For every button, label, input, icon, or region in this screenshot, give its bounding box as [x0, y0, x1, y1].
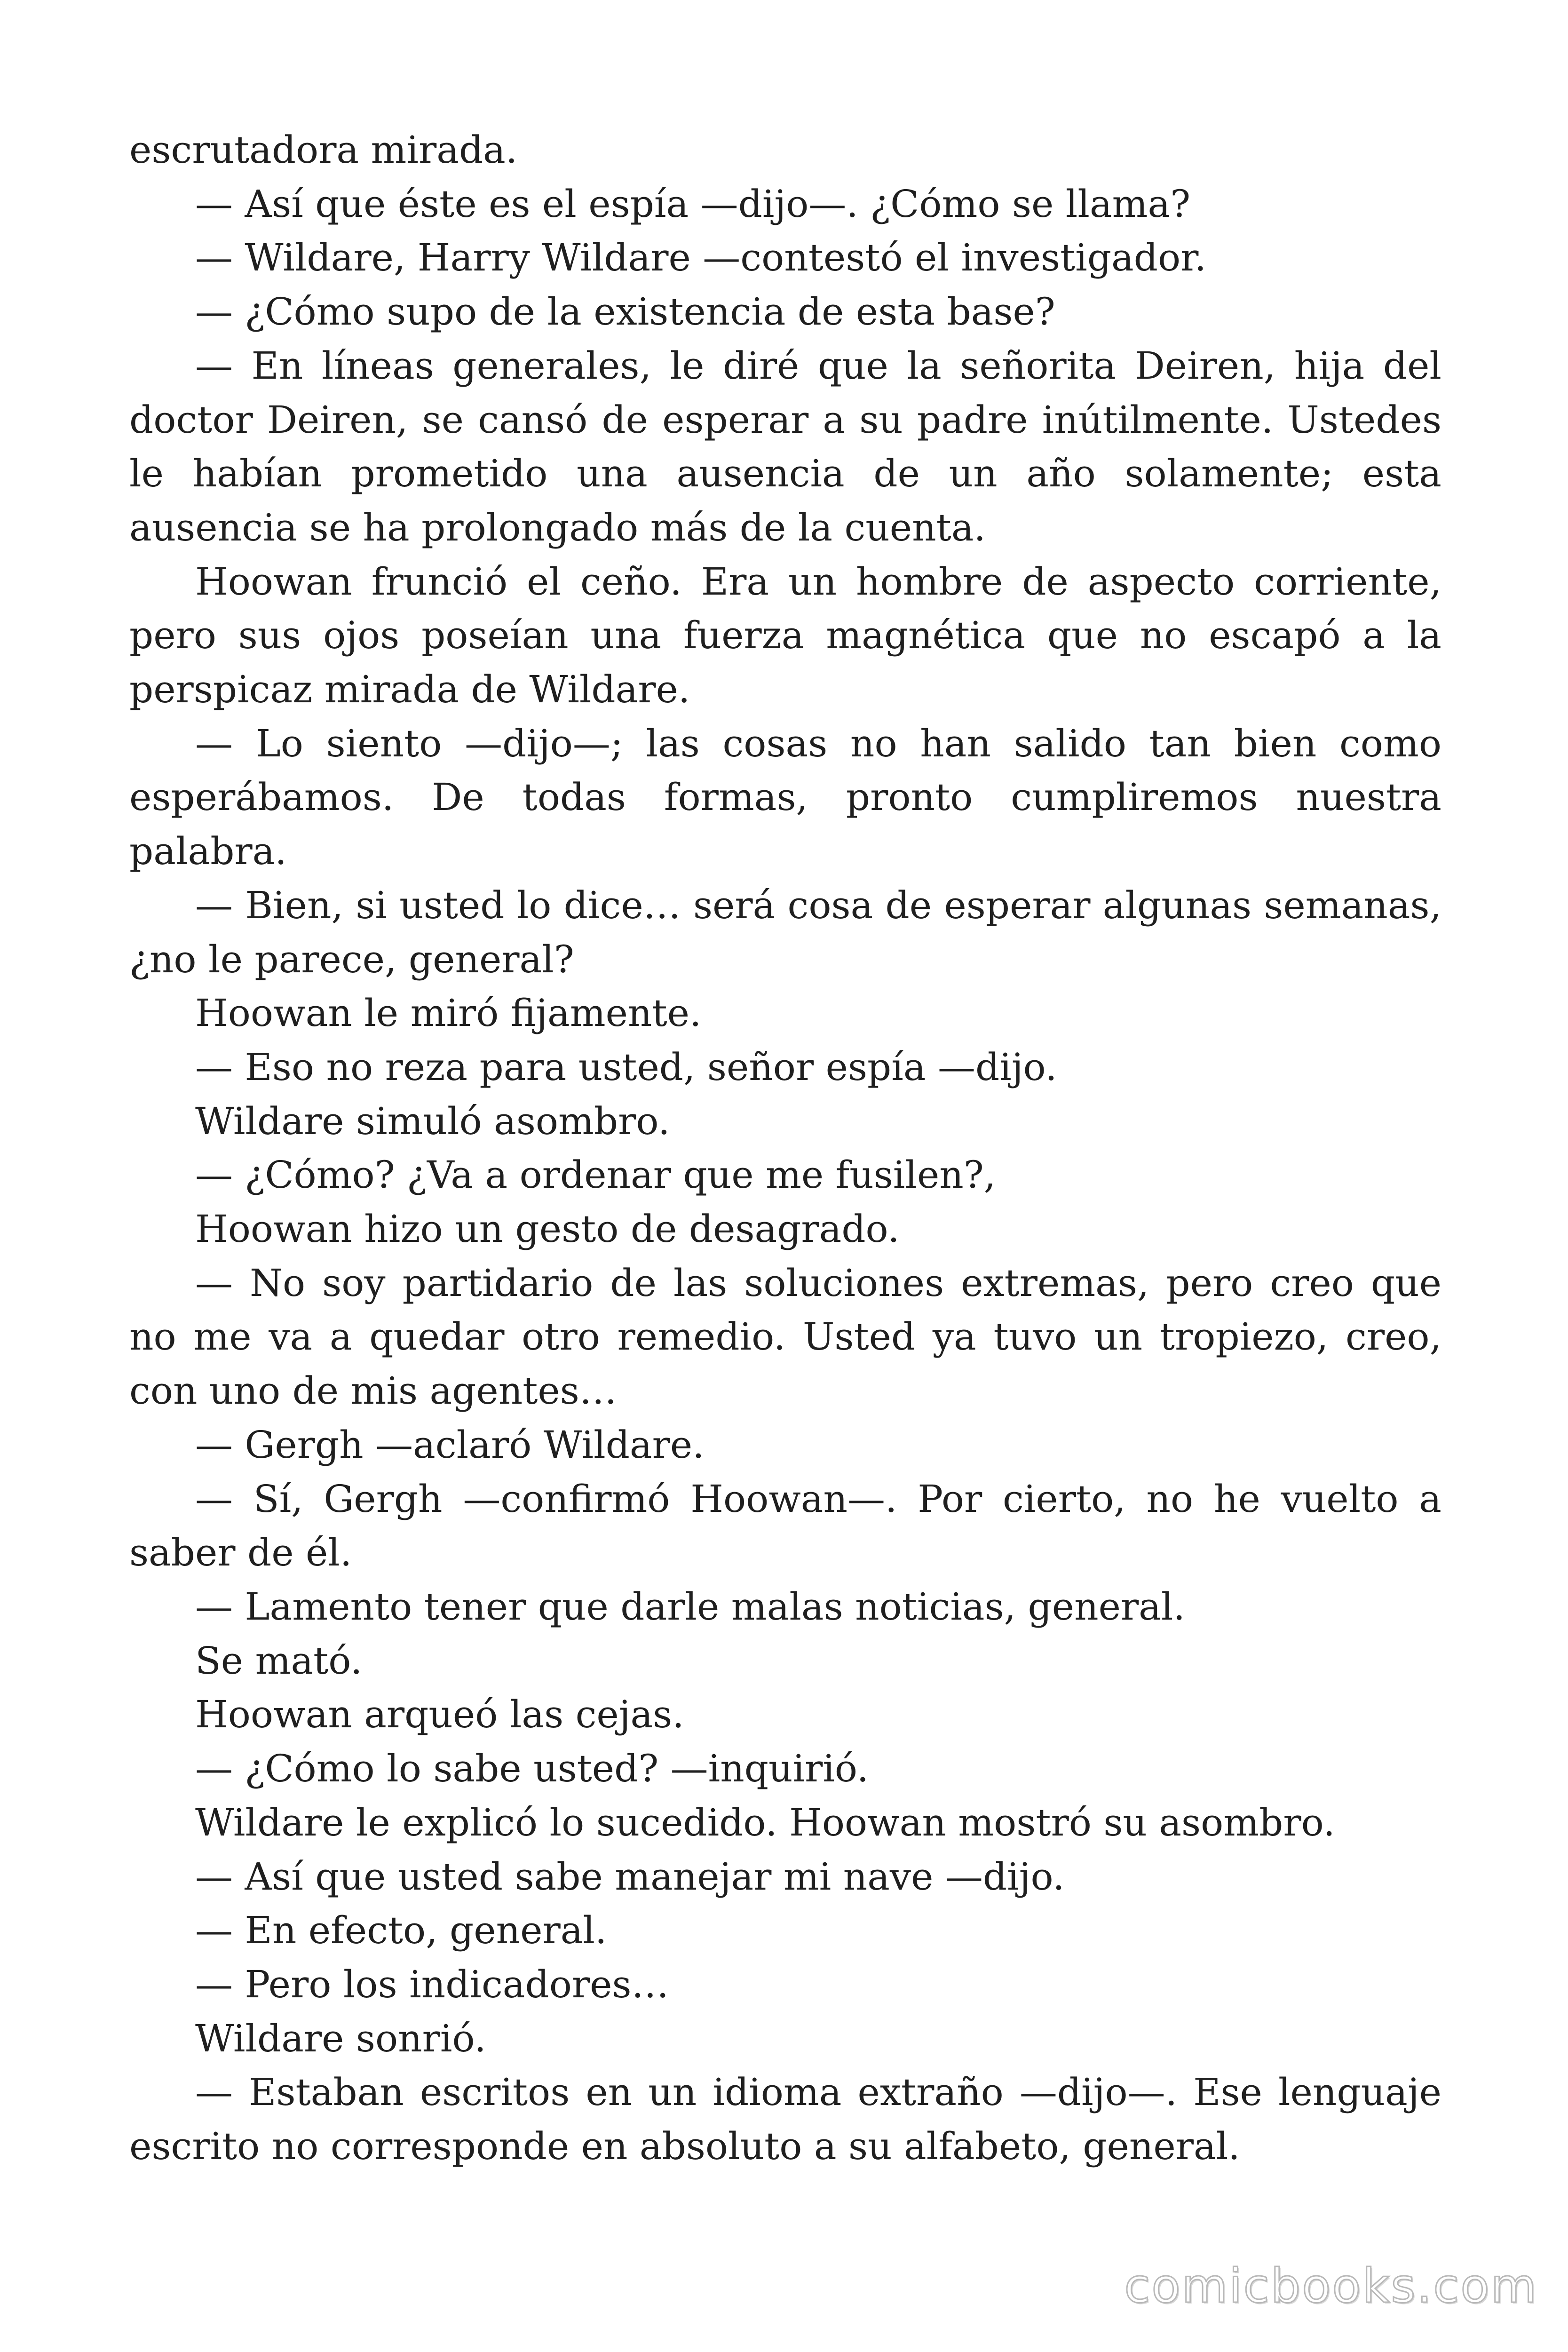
paragraph: Wildare sonrió. — [195, 2016, 486, 2060]
paragraph: — En líneas generales, le diré que la señorita Deiren, hija del doctor Deiren, se cansó de esperar a su padre inútilmente. Ustedes le habían prometido una ausencia de un año solamente; esta ausencia se ha prolongado más de la cuenta. — [129, 343, 1441, 549]
paragraph: — Pero los indicadores… — [195, 1962, 669, 2006]
paragraph: — Así que éste es el espía —dijo—. ¿Cómo se llama? — [195, 182, 1191, 226]
paragraph: — En efecto, general. — [195, 1908, 607, 1953]
paragraph: Se mató. — [195, 1638, 363, 1683]
paragraph: — Lamento tener que darle malas noticias, general. — [195, 1584, 1185, 1629]
paragraph: — Bien, si usted lo dice… será cosa de esperar algunas semanas, ¿no le parece, general? — [129, 883, 1441, 981]
paragraph: — Gergh —aclaró Wildare. — [195, 1422, 705, 1467]
paragraph: Wildare simuló asombro. — [195, 1099, 670, 1143]
paragraph: — ¿Cómo supo de la existencia de esta base? — [195, 290, 1055, 334]
watermark: comicbooks.com — [1124, 2258, 1538, 2313]
paragraph: Hoowan arqueó las cejas. — [195, 1692, 684, 1737]
paragraph: Wildare le explicó lo sucedido. Hoowan mostró su asombro. — [195, 1800, 1335, 1844]
paragraph: — Estaban escritos en un idioma extraño —dijo—. Ese lenguaje escrito no corresponde en absoluto a su alfabeto, general. — [129, 2070, 1441, 2169]
paragraph: Hoowan frunció el ceño. Era un hombre de aspecto corriente, pero sus ojos poseían una fuerza magnética que no escapó a la perspicaz mirada de Wildare. — [129, 559, 1441, 712]
paragraph: — Así que usted sabe manejar mi nave —dijo. — [195, 1854, 1065, 1899]
paragraph: Hoowan hizo un gesto de desagrado. — [195, 1207, 900, 1251]
paragraph: — Eso no reza para usted, señor espía —dijo. — [195, 1045, 1057, 1089]
paragraph: — Lo siento —dijo—; las cosas no han salido tan bien como esperábamos. De todas formas, pronto cumpliremos nuestra palabra. — [129, 721, 1441, 874]
paragraph: — ¿Cómo? ¿Va a ordenar que me fusilen?, — [195, 1153, 996, 1197]
paragraph: — Sí, Gergh —confirmó Hoowan—. Por cierto, no he vuelto a saber de él. — [129, 1477, 1441, 1575]
paragraph: — ¿Cómo lo sabe usted? —inquirió. — [195, 1747, 869, 1791]
paragraph: Hoowan le miró fijamente. — [195, 991, 702, 1035]
paragraph: — Wildare, Harry Wildare —contestó el investigador. — [195, 236, 1206, 280]
paragraph: — No soy partidario de las soluciones extremas, pero creo que no me va a quedar otro remedio. Usted ya tuvo un tropiezo, creo, con uno de mis agentes… — [129, 1261, 1441, 1413]
paragraph: escrutadora mirada. — [129, 128, 518, 172]
body-text — [129, 123, 1441, 2174]
